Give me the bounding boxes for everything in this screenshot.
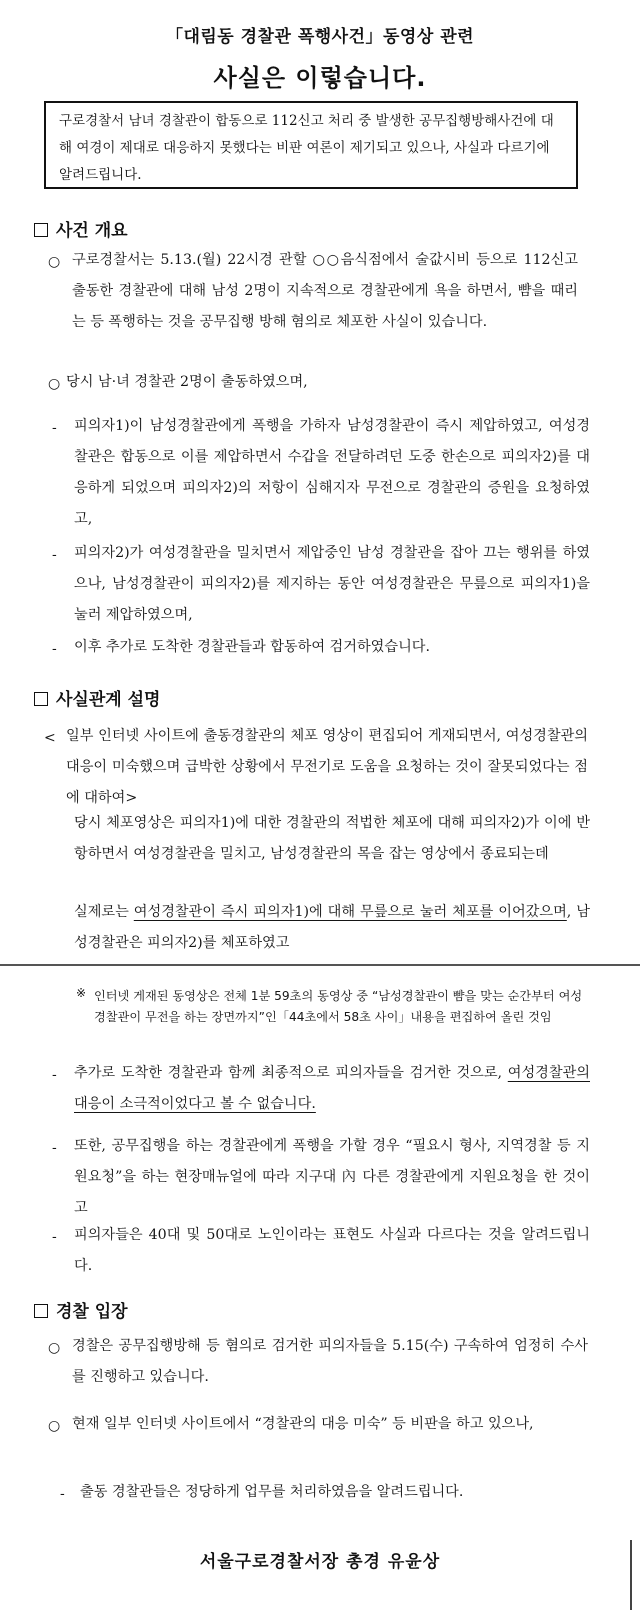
- reference-mark-icon: ※: [76, 986, 87, 1000]
- overview-paragraph-2: 당시 남·녀 경찰관 2명이 출동하였으며,: [66, 374, 308, 390]
- section-heading-overview: [34, 216, 128, 241]
- facts-dash-1: 당시 체포영상은 피의자1)에 대한 경찰관의 적법한 체포에 대해 피의자2)가 이에 반항하면서 여성경찰관을 밀치고, 남성경찰관의 목을 잡는 영상에서 종료되는데: [74, 815, 590, 862]
- dash-marker: -: [52, 547, 57, 563]
- circle-bullet-icon: ○: [48, 254, 61, 270]
- overview-paragraph-1: 구로경찰서는 5.13.(월) 22시경 관할 ○○음식점에서 술값시비 등으로 112신고 출동한 경찰관에 대해 남성 2명이 지속적으로 경찰관에게 욕을 하면서, 뺨을 때리는 등 폭행하는 것을 공무집행 방해 혐의로 체포한 사실이 있습니다.: [72, 252, 578, 330]
- section-heading-label: 사실관계 설명: [56, 690, 161, 710]
- checkbox-square-icon: [34, 223, 48, 237]
- position-paragraph-2: 현재 일부 인터넷 사이트에서 “경찰관의 대응 미숙” 등 비판을 하고 있으나,: [72, 1416, 534, 1432]
- position-paragraph-1: 경찰은 공무집행방해 등 혐의로 검거한 피의자들을 5.15(수) 구속하여 엄정히 수사를 진행하고 있습니다.: [72, 1338, 588, 1385]
- dash-marker: -: [52, 420, 57, 436]
- dash-marker: -: [60, 1486, 65, 1502]
- facts-dash-2-prefix: 실제로는: [74, 904, 134, 920]
- circle-bullet-icon: ○: [48, 1418, 61, 1434]
- section-heading-label: 사건 개요: [56, 221, 128, 241]
- section-heading-facts: [34, 685, 160, 710]
- checkbox-square-icon: [34, 1304, 48, 1318]
- overview-dash-3: 이후 추가로 도착한 경찰관들과 합동하여 검거하였습니다.: [74, 639, 430, 655]
- signature-line: 서울구로경찰서장 총경 유윤상: [199, 1552, 441, 1572]
- facts-dash-3-prefix: 추가로 도착한 경찰관과 함께 최종적으로 피의자들을 검거한 것으로,: [74, 1065, 508, 1081]
- facts-dash-5: 피의자들은 40대 및 50대로 노인이라는 표현도 사실과 다르다는 것을 알려드립니다.: [74, 1227, 590, 1274]
- facts-dash-3: [74, 1058, 590, 1120]
- document-subtitle: 「대림동 경찰관 폭행사건」동영상 관련: [165, 27, 475, 47]
- facts-dash-2-underlined: 여성경찰관이 즉시 피의자1)에 대해 무릎으로 눌러 체포를 이어갔으며: [133, 904, 567, 920]
- facts-note: 인터넷 게재된 동영상은 전체 1분 59초의 동영상 중 “남성경찰관이 뺨을 맞는 순간부터 여성경찰관이 무전을 하는 장면까지”인「44초에서 58초 사이」내용을 편집하여 올린 것임: [94, 989, 583, 1024]
- dash-marker: -: [52, 1229, 57, 1245]
- document-title: 사실은 이렇습니다.: [213, 64, 427, 92]
- angle-bracket-marker: <: [44, 730, 56, 746]
- circle-bullet-icon: ○: [48, 376, 61, 392]
- scrollbar-thumb[interactable]: [630, 1540, 632, 1610]
- intro-box: 구로경찰서 남녀 경찰관이 합동으로 112신고 처리 중 발생한 공무집행방해사건에 대해 여경이 제대로 대응하지 못했다는 비판 여론이 제기되고 있으나, 사실과 다르기에 알려드립니다.: [44, 101, 578, 189]
- position-dash-1: 출동 경찰관들은 정당하게 업무를 처리하였음을 알려드립니다.: [80, 1484, 464, 1500]
- page-divider: [0, 964, 640, 966]
- dash-marker: -: [52, 1140, 57, 1156]
- facts-dash-3-underlined: 여성경찰관의 대응이 소극적이었다고 볼 수 없습니다.: [74, 1065, 590, 1112]
- section-heading-label: 경찰 입장: [56, 1302, 128, 1322]
- checkbox-square-icon: [34, 692, 48, 706]
- facts-topic: 일부 인터넷 사이트에 출동경찰관의 체포 영상이 편집되어 게재되면서, 여성경찰관의 대응이 미숙했으며 급박한 상황에서 무전기로 도움을 요청하는 것이 잘못되었다는 점에 대하여>: [66, 728, 588, 806]
- facts-dash-2-suffix: , 남성경찰관은 피의자2)를 체포하였고: [74, 904, 590, 951]
- overview-dash-1: 피의자1)이 남성경찰관에게 폭행을 가하자 남성경찰관이 즉시 제압하였고, 여성경찰관은 합동으로 이를 제압하면서 수갑을 전달하려던 도중 한손으로 피의자2)를 대응하게 되었으며 피의자2)의 저항이 심해지자 무전으로 경찰관의 증원을 요청하였고,: [74, 418, 590, 527]
- dash-marker: -: [52, 1067, 57, 1083]
- facts-dash-4: 또한, 공무집행을 하는 경찰관에게 폭행을 가할 경우 “필요시 형사, 지역경찰 등 지원요청”을 하는 현장매뉴얼에 따라 지구대 內 다른 경찰관에게 지원요청을 한 것이고: [74, 1138, 590, 1216]
- facts-dash-2: [74, 897, 590, 959]
- dash-marker: -: [52, 641, 57, 657]
- section-heading-position: [34, 1297, 128, 1322]
- overview-dash-2: 피의자2)가 여성경찰관을 밀치면서 제압중인 남성 경찰관을 잡아 끄는 행위를 하였으나, 남성경찰관이 피의자2)를 제지하는 동안 여성경찰관은 무릎으로 피의자1)을 눌러 제압하였으며,: [74, 545, 590, 623]
- circle-bullet-icon: ○: [48, 1340, 61, 1356]
